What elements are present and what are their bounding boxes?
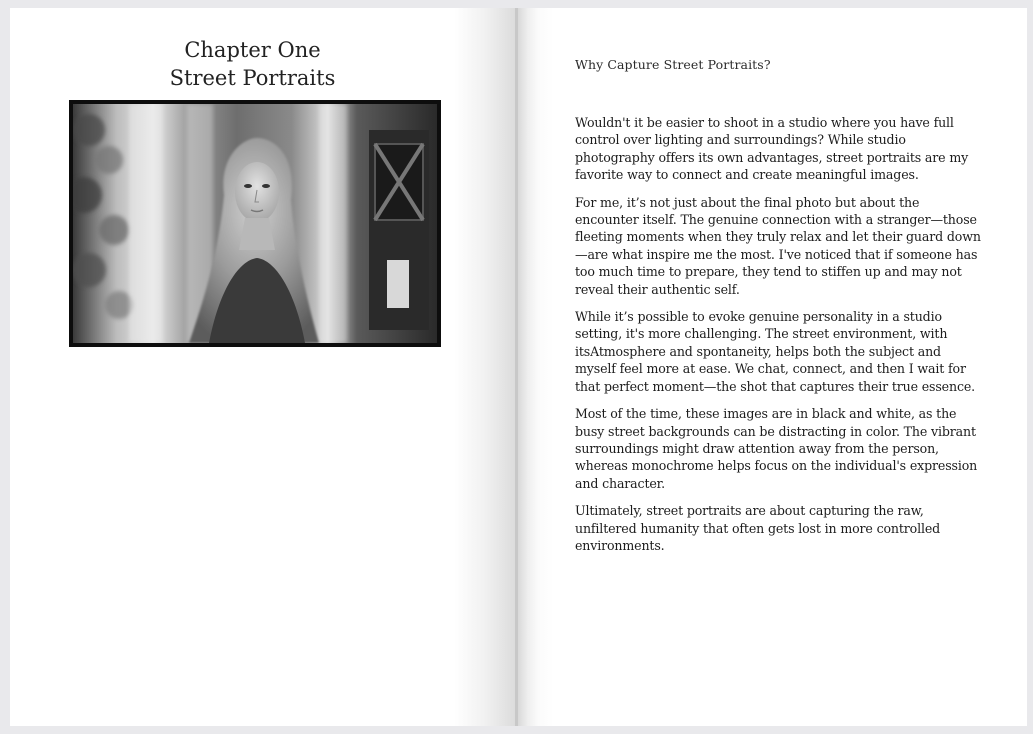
paragraph: Wouldn't it be easier to shoot in a studio where you have full control over lighting and surroundings? While studio photography offers its own advantages, street portraits are my favorite way to connect and create meaningful images. — [575, 115, 969, 183]
chapter-title — [0, 36, 505, 92]
paragraph: While it’s possible to evoke genuine personality in a studio setting, it's more challenging. The street environment, with itsAtmosphere and spontaneity, helps both the subject and myself feel more at ease. We chat, connect, and then I wait for that perfect moment—the shot that captures their true essence. — [575, 309, 975, 394]
paragraph: For me, it’s not just about the final photo but about the encounter itself. The genuine connection with a stranger—those fleeting moments when they truly relax and let their guard down—are what inspire me the most. I've noticed that if someone has too much time to prepare, they tend to stiffen up and may not reveal their authentic self. — [575, 194, 981, 297]
chapter-label: Chapter One — [184, 38, 321, 62]
chapter-name: Street Portraits — [169, 66, 336, 90]
portrait-photo-illustration — [69, 100, 441, 347]
paragraph: Ultimately, street portraits are about capturing the raw, unfiltered humanity that often gets lost in more controlled environments. — [575, 503, 941, 553]
section-heading: Why Capture Street Portraits? — [575, 57, 771, 72]
body-text — [575, 114, 985, 564]
portrait-photo — [69, 100, 441, 347]
paragraph: Most of the time, these images are in black and white, as the busy street backgrounds can be distracting in color. The vibrant surroundings might draw attention away from the person, whereas monochrome helps focus on the individual's expression and character. — [575, 406, 978, 491]
